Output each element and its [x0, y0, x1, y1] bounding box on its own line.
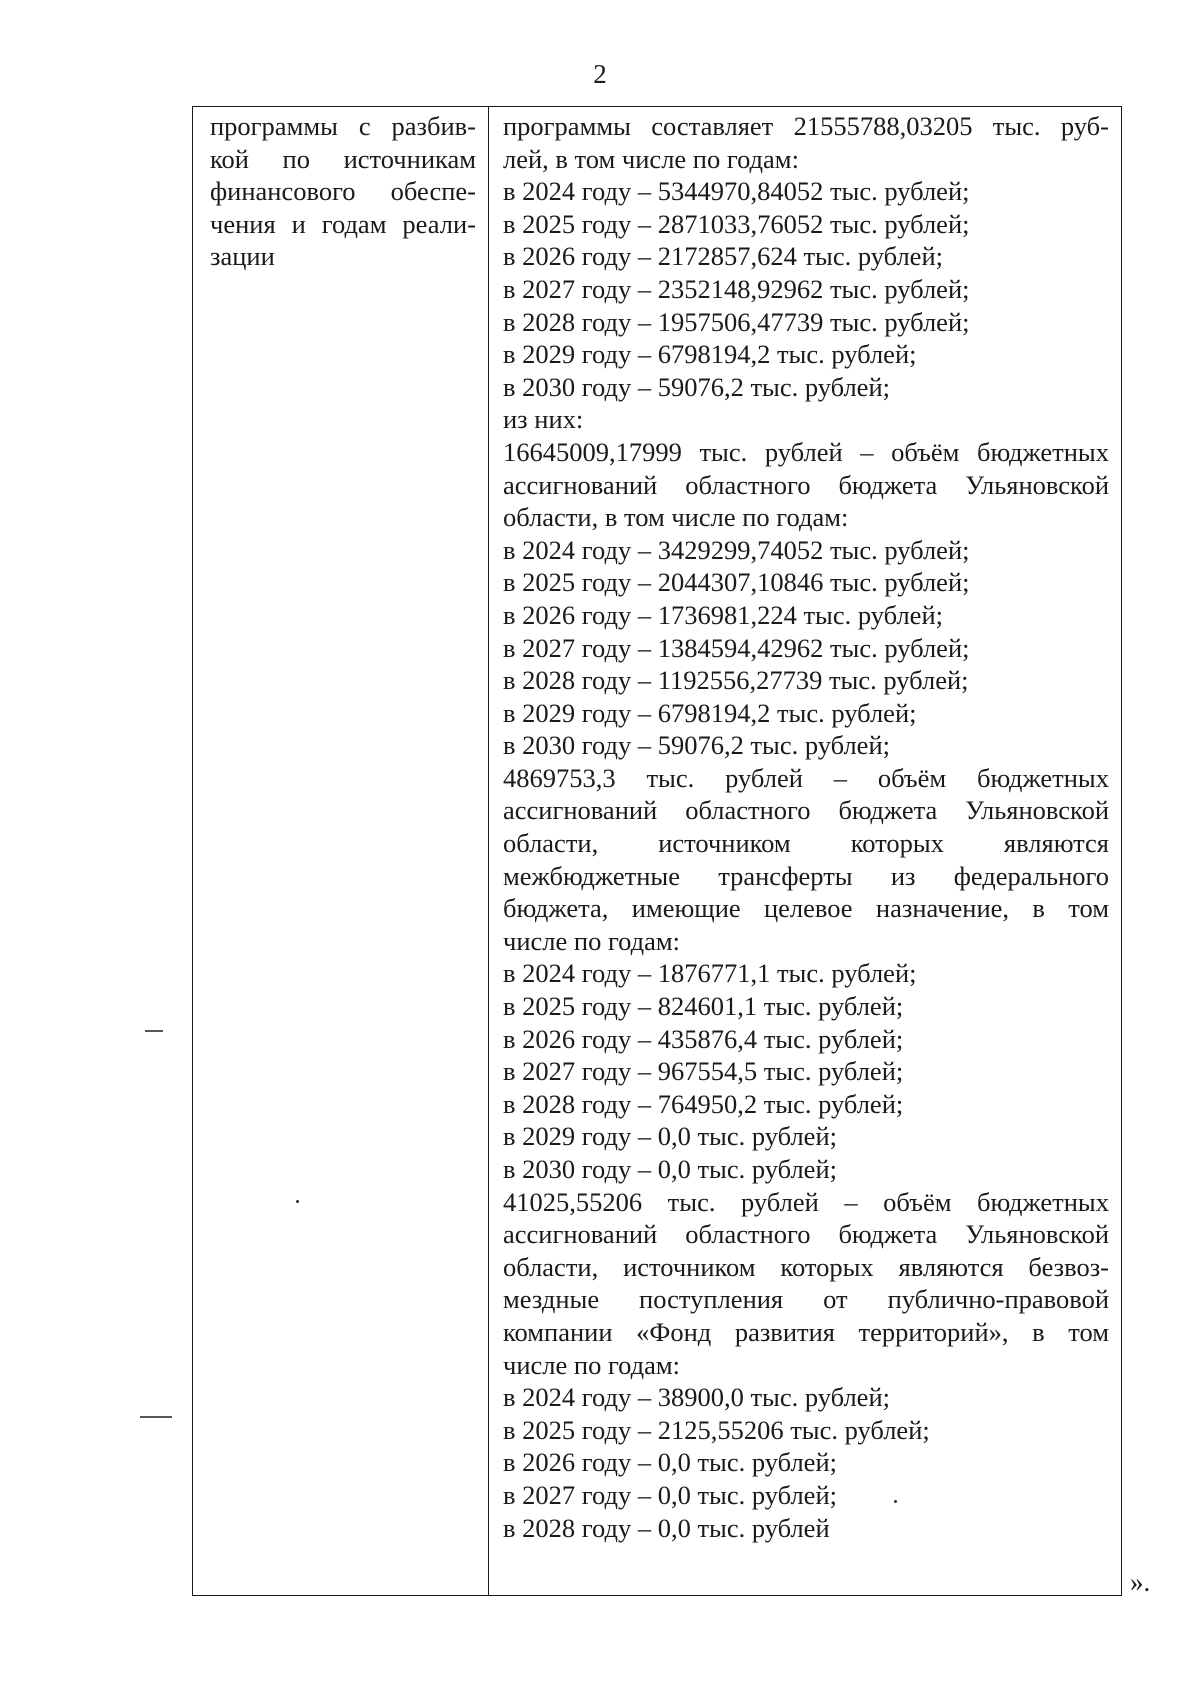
table-row: [193, 107, 1122, 1596]
value-line: в 2024 году – 1876771,1 тыс. рублей;: [503, 958, 917, 989]
value-line: в 2026 году – 1736981,224 тыс. рублей;: [503, 599, 943, 630]
value-line: в 2024 году – 5344970,84052 тыс. рублей;: [503, 176, 970, 207]
value-line: мездные поступления от публично-правовой: [503, 1284, 1109, 1315]
label-line: программы с разбив-: [210, 111, 476, 141]
label-line: зации: [210, 241, 275, 272]
value-line: программы составляет 21555788,03205 тыс. руб-: [503, 111, 1109, 141]
value-line: в 2024 году – 38900,0 тыс. рублей;: [503, 1382, 890, 1413]
scan-dot: [296, 1200, 299, 1203]
value-line: 4869753,3 тыс. рублей – объём бюджетных: [503, 762, 1109, 793]
value-line: бюджета, имеющие целевое назначение, в том: [503, 893, 1109, 924]
label-line: финансового обеспе-: [210, 176, 476, 207]
value-line: лей, в том числе по годам:: [503, 143, 799, 174]
value-line: области, источником которых являются безвоз-: [503, 1251, 1109, 1282]
scan-dot: [894, 1500, 897, 1503]
value-line: 41025,55206 тыс. рублей – объём бюджетных: [503, 1186, 1109, 1217]
value-line: в 2028 году – 764950,2 тыс. рублей;: [503, 1088, 904, 1119]
value-line: в 2024 году – 3429299,74052 тыс. рублей;: [503, 534, 970, 565]
value-line: области, в том числе по годам:: [503, 502, 849, 533]
row-label-cell: [193, 107, 489, 1596]
value-line: в 2027 году – 0,0 тыс. рублей;: [503, 1479, 837, 1510]
value-line: в 2027 году – 2352148,92962 тыс. рублей;: [503, 273, 970, 304]
scan-mark: [145, 1030, 163, 1032]
closing-quote: ».: [1130, 1567, 1151, 1597]
budget-table: [192, 106, 1122, 1596]
row-value-cell: [489, 107, 1122, 1596]
value-line: межбюджетные трансферты из федерального: [503, 860, 1109, 891]
value-line: ассигнований областного бюджета Ульяновской: [503, 795, 1109, 826]
value-line: в 2025 году – 2125,55206 тыс. рублей;: [503, 1414, 930, 1445]
value-line: в 2030 году – 0,0 тыс. рублей;: [503, 1154, 837, 1184]
value-line: в 2029 году – 6798194,2 тыс. рублей;: [503, 697, 917, 728]
scan-mark: [140, 1416, 172, 1418]
value-line: в 2028 году – 1192556,27739 тыс. рублей;: [503, 665, 969, 696]
label-line: чения и годам реали-: [210, 208, 476, 239]
value-line: в 2029 году – 0,0 тыс. рублей;: [503, 1121, 837, 1152]
value-line: в 2028 году – 1957506,47739 тыс. рублей;: [503, 306, 970, 337]
label-line: кой по источникам: [210, 143, 476, 174]
value-line: из них:: [503, 404, 584, 435]
value-line: в 2027 году – 967554,5 тыс. рублей;: [503, 1056, 904, 1087]
value-line: в 2028 году – 0,0 тыс. рублей: [503, 1512, 830, 1543]
page-number: 2: [593, 59, 607, 89]
value-line: в 2029 году – 6798194,2 тыс. рублей;: [503, 339, 917, 370]
value-line: 16645009,17999 тыс. рублей – объём бюджетных: [503, 436, 1109, 467]
value-line: в 2025 году – 824601,1 тыс. рублей;: [503, 991, 904, 1022]
value-line: ассигнований областного бюджета Ульяновской: [503, 1219, 1109, 1250]
value-line: числе по годам:: [503, 1349, 681, 1380]
value-line: в 2025 году – 2871033,76052 тыс. рублей;: [503, 208, 970, 239]
value-line: в 2030 году – 59076,2 тыс. рублей;: [503, 730, 890, 761]
value-line: в 2025 году – 2044307,10846 тыс. рублей;: [503, 567, 970, 598]
value-line: числе по годам:: [503, 925, 681, 956]
value-line: компании «Фонд развития территорий», в том: [503, 1316, 1109, 1347]
value-line: в 2030 году – 59076,2 тыс. рублей;: [503, 371, 890, 402]
value-line: ассигнований областного бюджета Ульяновской: [503, 469, 1109, 500]
value-line: в 2026 году – 435876,4 тыс. рублей;: [503, 1023, 904, 1054]
value-line: в 2027 году – 1384594,42962 тыс. рублей;: [503, 632, 970, 663]
value-line: в 2026 году – 0,0 тыс. рублей;: [503, 1447, 837, 1478]
value-line: области, источником которых являются: [503, 828, 1109, 859]
value-line: в 2026 году – 2172857,624 тыс. рублей;: [503, 241, 943, 272]
